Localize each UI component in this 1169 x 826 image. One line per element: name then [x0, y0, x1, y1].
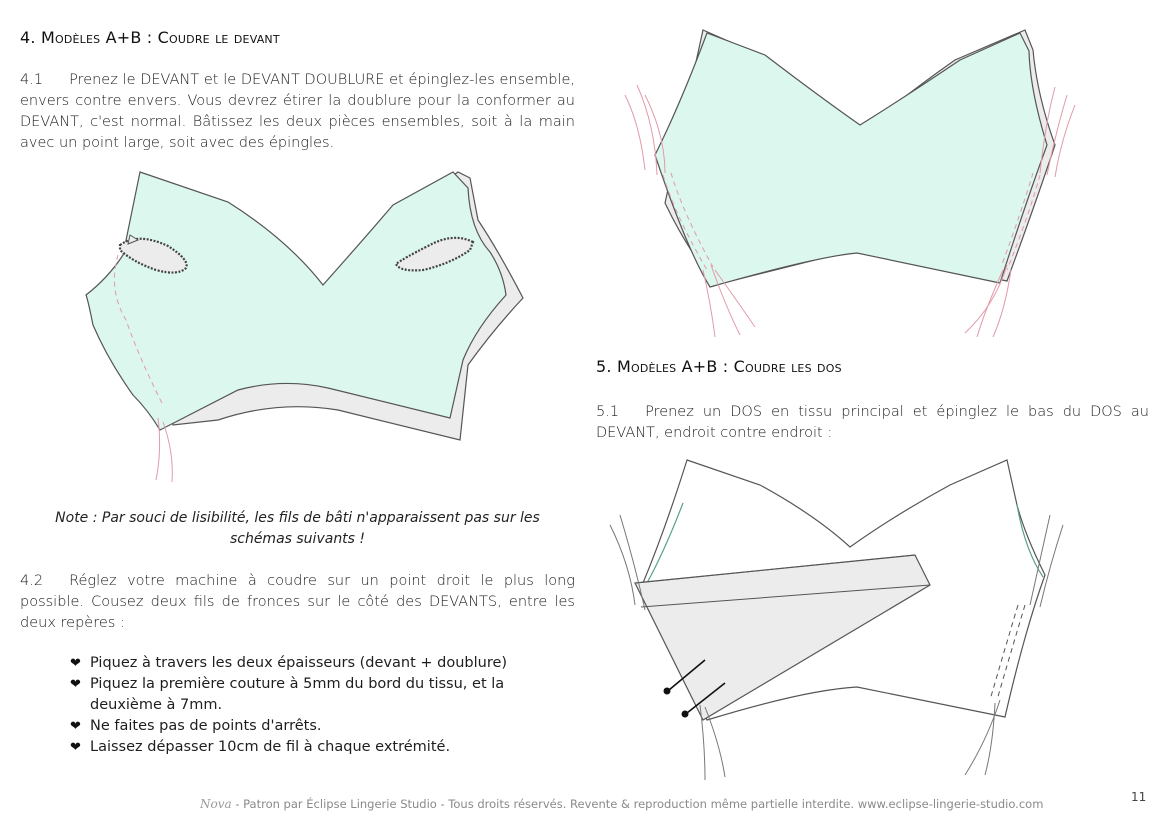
- brand-logo: Nova: [200, 797, 232, 811]
- list-item: ❤ Ne faites pas de points d'arrêts.: [70, 716, 530, 737]
- footer-text: - Patron par Éclipse Lingerie Studio - Tous droits réservés. Revente & reproduction même partielle interdite. www.eclipse-lingerie-studio.com: [231, 797, 1044, 811]
- heart-icon: ❤: [70, 719, 81, 734]
- list-item: ❤ Laissez dépasser 10cm de fil à chaque extrémité.: [70, 737, 530, 758]
- list-item: ❤ Piquez la première couture à 5mm du bord du tissu, et la deuxième à 7mm.: [70, 676, 505, 713]
- step-4-1-text: Prenez le DEVANT et le DEVANT DOUBLURE et épinglez-les ensemble, envers contre envers. Vous devrez étirer la doublure pour la conformer au DEVANT, c'est normal. Bâtissez les deux pièces ensembles, soit à la main avec un point large, soit avec des épingles.: [20, 72, 575, 151]
- front-piece: [655, 33, 1047, 287]
- page-number: 11: [1131, 790, 1147, 804]
- step-4-1: [20, 70, 575, 154]
- footer: [200, 797, 1043, 811]
- heart-icon: ❤: [70, 677, 81, 692]
- step-5-1-text: Prenez un DOS en tissu principal et épinglez le bas du DOS au DEVANT, endroit contre endroit :: [596, 404, 1149, 441]
- step-4-2: [20, 571, 575, 634]
- heart-icon: ❤: [70, 740, 81, 755]
- step-4-2-number: 4.2: [20, 573, 44, 589]
- thread-end: [625, 95, 645, 170]
- front-lining-illustration: [78, 160, 538, 490]
- note-text: Note : Par souci de lisibilité, les fils de bâti n'apparaissent pas sur les schémas suivants !: [55, 510, 540, 547]
- heart-icon: ❤: [70, 656, 81, 671]
- list-item: ❤ Piquez à travers les deux épaisseurs (devant + doublure): [70, 653, 530, 674]
- step-4-1-number: 4.1: [20, 72, 44, 88]
- step-5-1-number: 5.1: [596, 404, 620, 420]
- section5-title: 5. Modèles A+B : Coudre les dos: [596, 357, 842, 376]
- instructions-list: [70, 653, 530, 758]
- back-pinned-illustration: [605, 455, 1075, 785]
- section4-title: 4. Modèles A+B : Coudre le devant: [20, 28, 280, 47]
- step-4-2-text: Réglez votre machine à coudre sur un point droit le plus long possible. Cousez deux fils de fronces sur le côté des DEVANTS, entre les deux repères :: [20, 573, 575, 631]
- front-gathering-illustration: [615, 25, 1085, 345]
- step-5-1: [596, 402, 1149, 444]
